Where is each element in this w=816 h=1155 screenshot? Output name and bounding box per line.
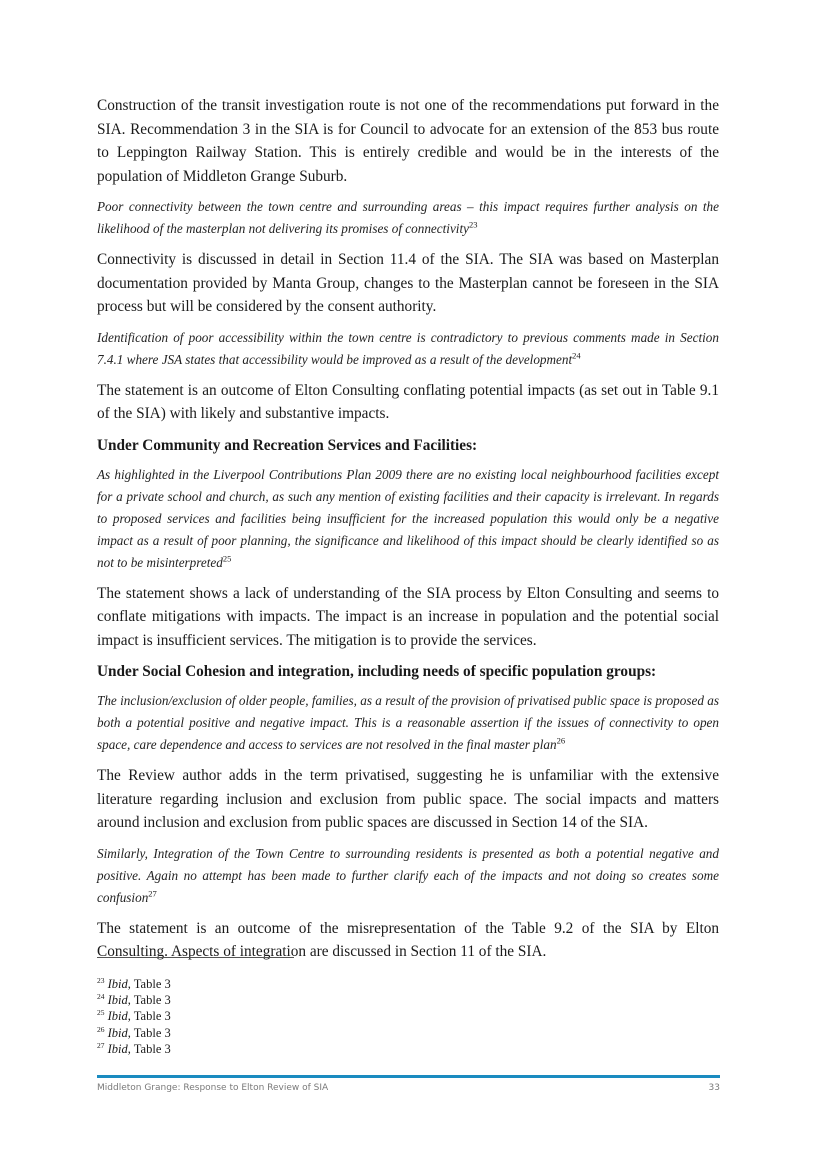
paragraph: The statement is an outcome of Elton Consulting conflating potential impacts (as set out in Table 9.1 of the SIA) with likely and substantive impacts. bbox=[97, 381, 719, 422]
footnote-ibid: Ibid bbox=[107, 1041, 128, 1056]
footnote-number: 26 bbox=[97, 1024, 105, 1034]
quote-text: As highlighted in the Liverpool Contributions Plan 2009 there are no existing local neighbourhood facilities except for a private school and church, as such any mention of existing facilities and their capacity is irrelevant. In regards to proposed services and facilities being insufficient for the increased population this would only be a negative impact as a result of poor planning, the significance and likelihood of this impact should be clearly identified so as not to be misinterpreted bbox=[97, 466, 719, 570]
paragraph: Construction of the transit investigation route is not one of the recommendations put forward in the SIA. Recommendation 3 in the SIA is for Council to advocate for an extension of the 853 bus route to Leppington Railway Station. This is entirely credible and would be in the interests of the population of Middleton Grange Suburb. bbox=[97, 97, 719, 185]
footer-rule bbox=[97, 1075, 720, 1078]
page-number: 33 bbox=[708, 1083, 720, 1093]
footnote-ref[interactable]: 26 bbox=[556, 735, 566, 746]
footer-title: Middleton Grange: Response to Elton Review of SIA bbox=[97, 1083, 329, 1093]
footnote-ref[interactable]: 27 bbox=[148, 888, 157, 899]
footnote-text: , Table 3 bbox=[127, 1041, 171, 1056]
footnote bbox=[97, 1025, 171, 1041]
quoted-paragraph bbox=[97, 327, 719, 371]
footnote-ref[interactable]: 24 bbox=[572, 350, 581, 361]
section-heading: Under Community and Recreation Services and Facilities: bbox=[97, 436, 478, 454]
paragraph: The statement is an outcome of the misrepresentation of the Table 9.2 of the SIA by Elton Consulting. Aspects of integration are discussed in Section 11 of the SIA. bbox=[97, 919, 719, 960]
footnote-text: , Table 3 bbox=[127, 993, 171, 1008]
footnote bbox=[97, 976, 171, 992]
footnote-text: , Table 3 bbox=[127, 977, 171, 991]
footnote-number: 24 bbox=[97, 992, 105, 1002]
footnote-number: 23 bbox=[97, 975, 105, 985]
footnote bbox=[97, 992, 171, 1008]
footnote bbox=[97, 1008, 171, 1024]
footnote-number: 27 bbox=[97, 1040, 105, 1050]
quoted-paragraph bbox=[97, 464, 719, 574]
footnote-ibid: Ibid bbox=[107, 993, 128, 1008]
quote-text: Identification of poor accessibility within the town centre is contradictory to previous comments made in Section 7.4.1 where JSA states that accessibility would be improved as a result of the development bbox=[97, 329, 719, 367]
quote-text: Similarly, Integration of the Town Centre to surrounding residents is presented as both a potential negative and positive. Again no attempt has been made to further clarify each of the impacts and not doing so creates some confusion bbox=[97, 845, 719, 905]
quote-text: The inclusion/exclusion of older people, families, as a result of the provision of privatised public space is proposed as both a potential positive and negative impact. This is a reasonable assertion if the issues of connectivity to open space, care dependence and access to services are not resolved in the final master plan bbox=[97, 693, 719, 752]
footnote bbox=[97, 1041, 171, 1057]
footnote-divider bbox=[97, 957, 294, 958]
quoted-paragraph bbox=[97, 196, 719, 240]
quoted-paragraph bbox=[97, 690, 719, 756]
quoted-paragraph bbox=[97, 843, 719, 909]
footnote-number: 25 bbox=[97, 1008, 105, 1018]
footnote-ibid: Ibid bbox=[107, 1025, 128, 1040]
quote-text: Poor connectivity between the town centre and surrounding areas – this impact requires further analysis on the likelihood of the masterplan not delivering its promises of connectivity bbox=[97, 199, 719, 236]
page-content bbox=[97, 94, 719, 972]
footnote-ibid: Ibid bbox=[107, 1009, 128, 1024]
section-heading: Under Social Cohesion and integration, including needs of specific population groups: bbox=[97, 663, 657, 680]
paragraph: The Review author adds in the term privatised, suggesting he is unfamiliar with the extensive literature regarding inclusion and exclusion from public space. The social impacts and matters around inclusion and exclusion from public spaces are discussed in Section 14 of the SIA. bbox=[97, 767, 719, 831]
footnote-ref[interactable]: 25 bbox=[222, 553, 232, 564]
footnotes bbox=[97, 976, 171, 1057]
footnote-ref[interactable]: 23 bbox=[469, 219, 478, 230]
footnote-text: , Table 3 bbox=[127, 1009, 171, 1024]
footnote-text: , Table 3 bbox=[127, 1025, 171, 1040]
paragraph: The statement shows a lack of understanding of the SIA process by Elton Consulting and seems to conflate mitigations with impacts. The impact is an increase in population and the potential social impact is insufficient services. The mitigation is to provide the services. bbox=[97, 584, 719, 649]
paragraph: Connectivity is discussed in detail in Section 11.4 of the SIA. The SIA was based on Masterplan documentation provided by Manta Group, changes to the Masterplan cannot be foreseen in the SIA process but will be considered by the consent authority. bbox=[97, 251, 719, 315]
footnote-ibid: Ibid bbox=[107, 977, 128, 991]
